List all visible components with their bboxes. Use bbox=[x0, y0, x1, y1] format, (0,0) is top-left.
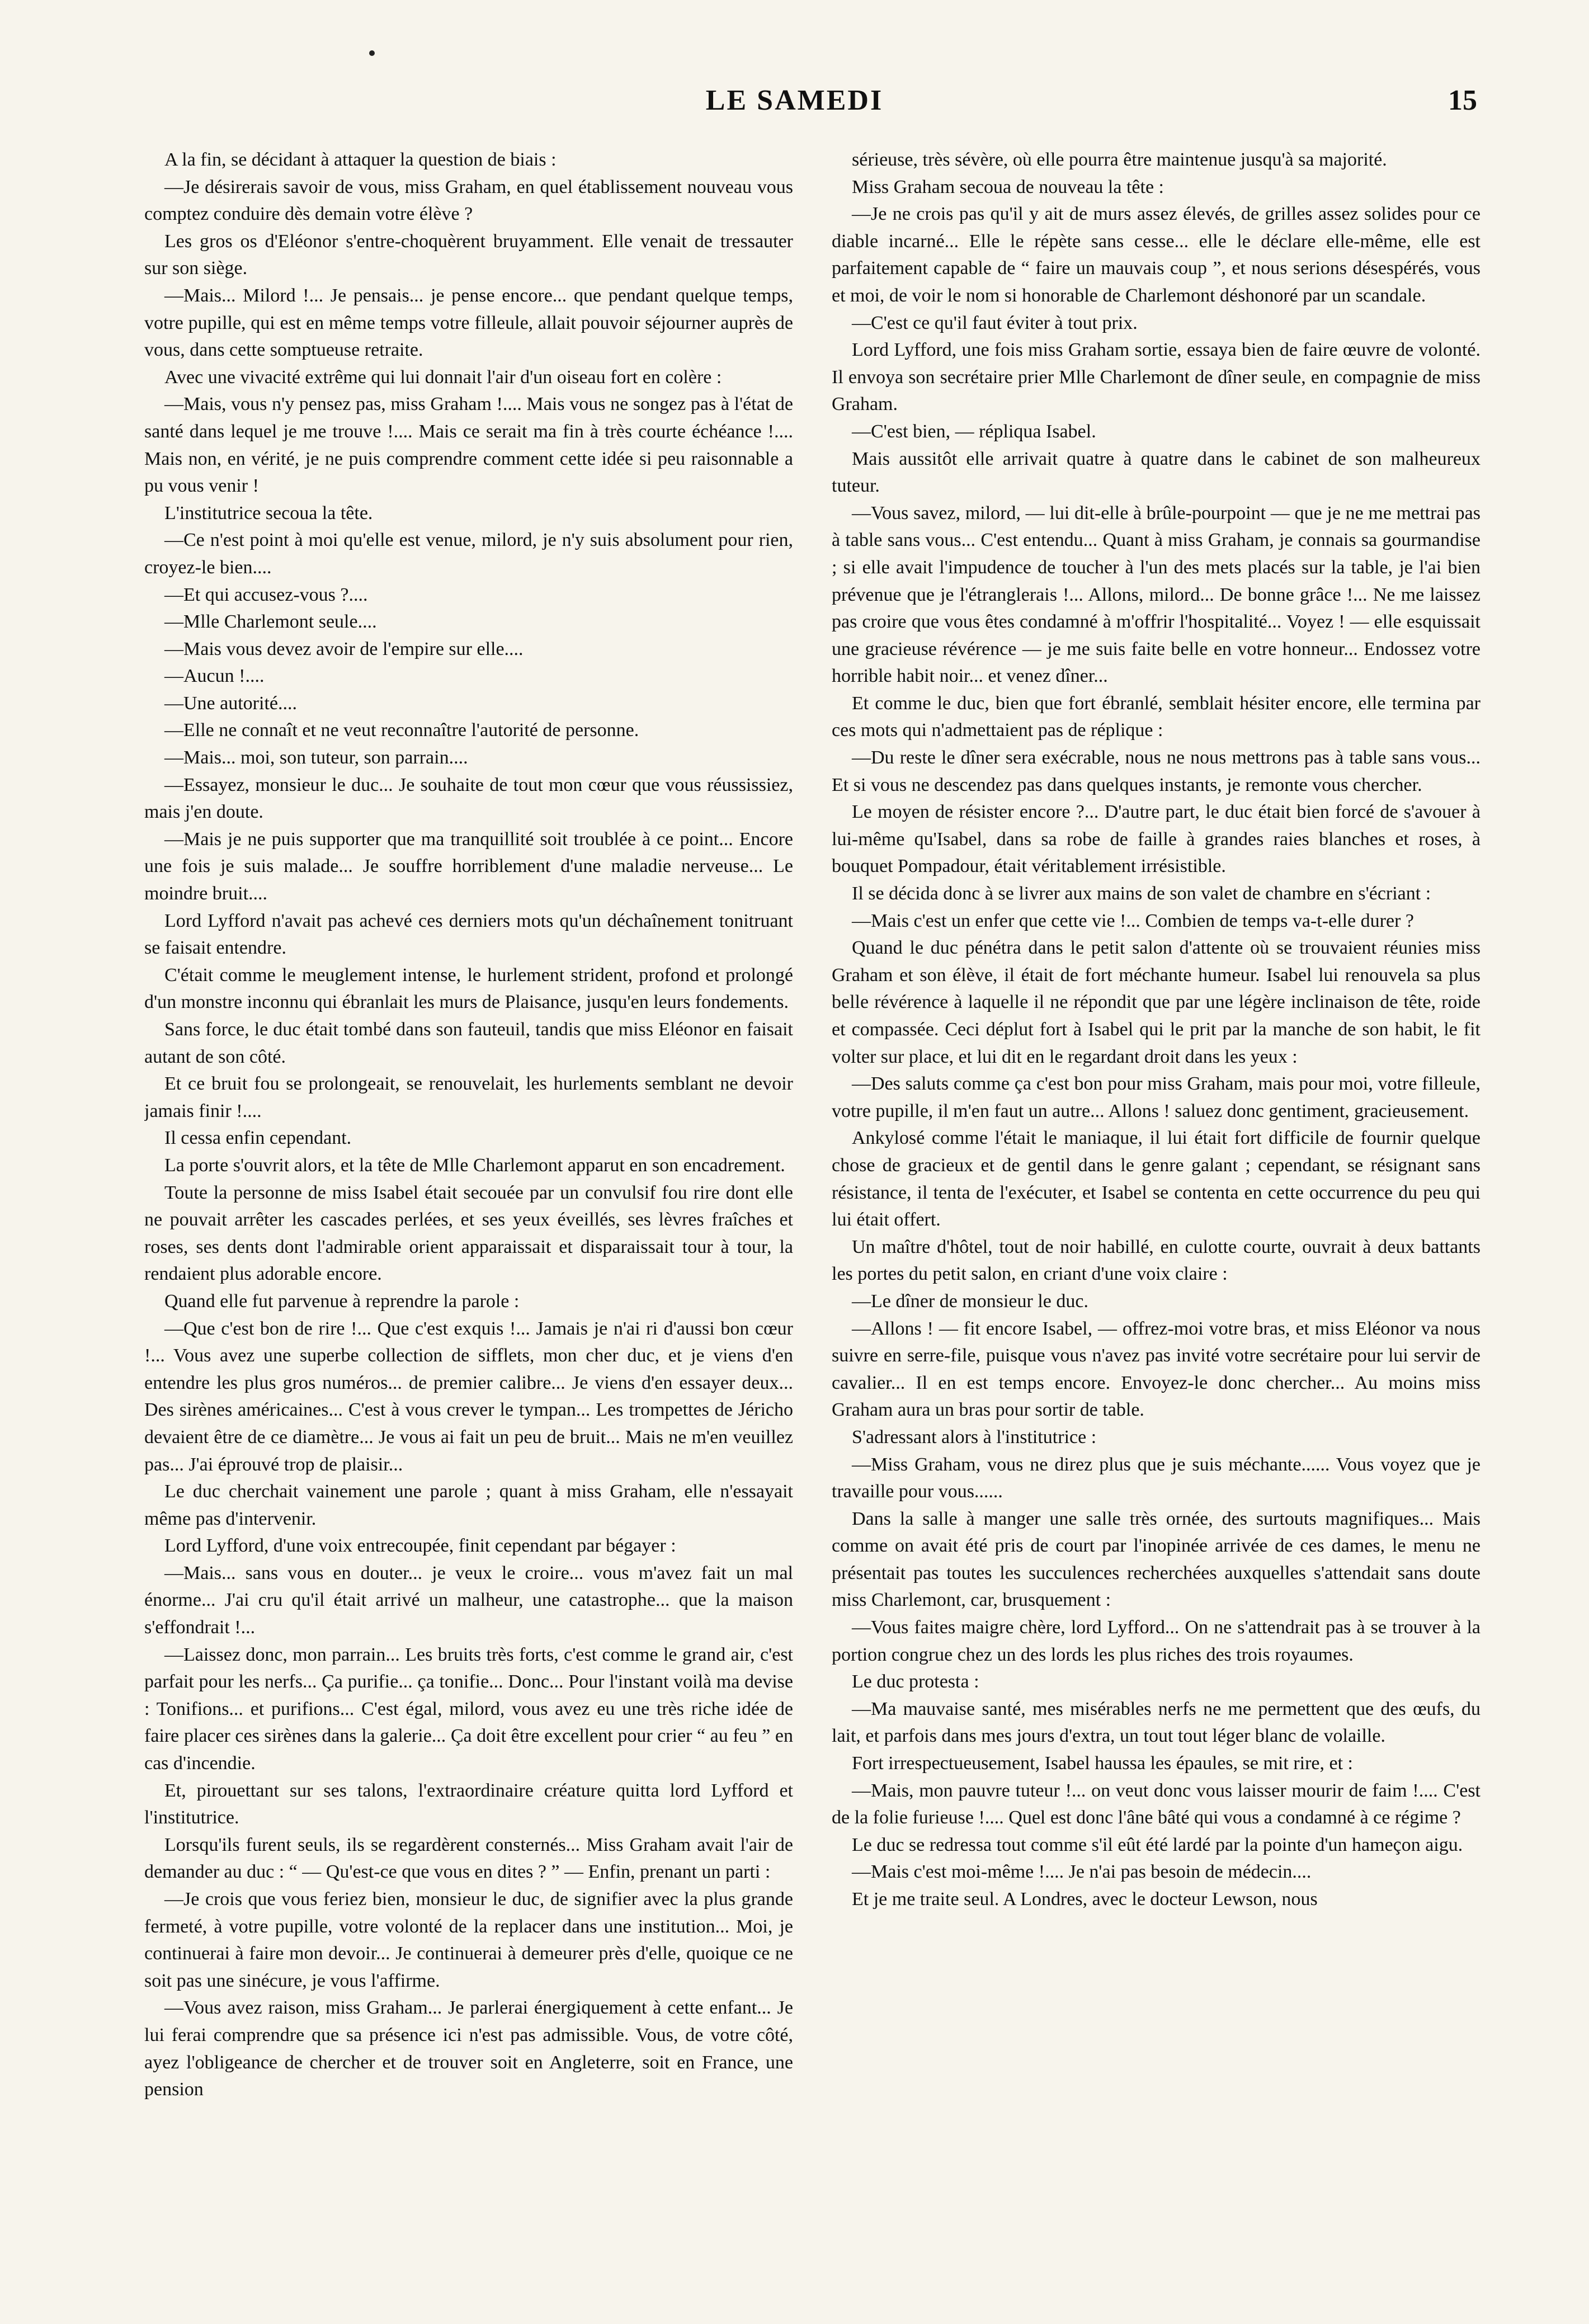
paragraph: Sans force, le duc était tombé dans son fauteuil, tandis que miss Eléonor en faisait autant de son côté. bbox=[144, 1019, 793, 1067]
paragraph: Lord Lyfford, d'une voix entrecoupée, finit cependant par bégayer : bbox=[164, 1535, 676, 1557]
paragraph: —Du reste le dîner sera exécrable, nous ne nous mettrons pas à table sans vous... Et si vous ne descendez pas dans quelques instants, je remonte vous chercher. bbox=[832, 747, 1480, 795]
paragraph: —Elle ne connaît et ne veut reconnaître l'autorité de personne. bbox=[164, 720, 639, 741]
paragraph: —Essayez, monsieur le duc... Je souhaite de tout mon cœur que vous réussissiez, mais j'en doute. bbox=[144, 774, 793, 823]
running-title: LE SAMEDI bbox=[705, 84, 884, 116]
paragraph: Quand elle fut parvenue à reprendre la parole : bbox=[164, 1290, 520, 1312]
paragraph: —Vous avez raison, miss Graham... Je parlerai énergiquement à cette enfant... Je lui ferai comprendre que sa présence ici n'est pas admissible. Vous, de votre côté, ayez l'obligeance de chercher et de trouver soit en Angleterre, soit en France, une pension bbox=[144, 1997, 793, 2100]
paragraph: Le duc cherchait vainement une parole ; quant à miss Graham, elle n'essayait même pas d'intervenir. bbox=[144, 1481, 793, 1529]
paragraph: —Des saluts comme ça c'est bon pour miss Graham, mais pour moi, votre filleule, votre pupille, il m'en faut un autre... Allons ! saluez donc gentiment, gracieusement. bbox=[832, 1073, 1480, 1121]
paragraph: Et, pirouettant sur ses talons, l'extraordinaire créature quitta lord Lyfford et l'institutrice. bbox=[144, 1780, 793, 1828]
paragraph: —Je désirerais savoir de vous, miss Graham, en quel établissement nouveau vous comptez conduire dès demain votre élève ? bbox=[144, 176, 793, 225]
paragraph: Lorsqu'ils furent seuls, ils se regardèrent consternés... Miss Graham avait l'air de demander au duc : “ — Qu'est-ce que vous en dites ? ” — Enfin, prenant un parti : bbox=[144, 1834, 793, 1883]
page-header bbox=[0, 84, 1589, 129]
paragraph: Fort irrespectueusement, Isabel haussa les épaules, se mit rire, et : bbox=[852, 1753, 1353, 1774]
print-speck bbox=[369, 50, 375, 56]
paragraph: A la fin, se décidant à attaquer la question de biais : bbox=[164, 149, 557, 170]
paragraph: —C'est ce qu'il faut éviter à tout prix. bbox=[852, 312, 1138, 333]
paragraph: —Ma mauvaise santé, mes misérables nerfs ne me permettent que des œufs, du lait, et parfois dans mes jours d'extra, un tout tout léger blanc de volaille. bbox=[832, 1698, 1480, 1747]
paragraph: —Vous faites maigre chère, lord Lyfford... On ne s'attendrait pas à se trouver à la portion congrue chez un des lords les plus riches des trois royaumes. bbox=[832, 1617, 1480, 1665]
paragraph: —Allons ! — fit encore Isabel, — offrez-moi votre bras, et miss Eléonor va nous suivre en serre-file, puisque vous n'avez pas invité votre secrétaire pour lui servir de cavalier... Il en est temps encore. Envoyez-le donc chercher... Au moins miss Graham aura un bras pour sortir de table. bbox=[832, 1318, 1480, 1421]
paragraph: —Mlle Charlemont seule.... bbox=[164, 611, 377, 633]
paragraph: —Mais, mon pauvre tuteur !... on veut donc vous laisser mourir de faim !.... C'est de la folie furieuse !.... Quel est donc l'âne bâté qui vous a condamné à ce régime ? bbox=[832, 1780, 1480, 1828]
paragraph: Lord Lyfford, une fois miss Graham sortie, essaya bien de faire œuvre de volonté. Il envoya son secrétaire prier Mlle Charlemont de dîner seule, en compagnie de miss Graham. bbox=[832, 340, 1480, 415]
paragraph: Lord Lyfford n'avait pas achevé ces derniers mots qu'un déchaînement tonitruant se faisait entendre. bbox=[144, 910, 793, 959]
paragraph: —Mais... moi, son tuteur, son parrain.... bbox=[164, 747, 468, 769]
paragraph: Il se décida donc à se livrer aux mains de son valet de chambre en s'écriant : bbox=[852, 883, 1431, 904]
right-text-column bbox=[832, 147, 1480, 2272]
paragraph: Le moyen de résister encore ?... D'autre part, le duc était bien forcé de s'avouer à lui-même qu'Isabel, dans sa robe de faille à grandes raies blanches et roses, à bouquet Pompadour, était véritablement irrésistible. bbox=[832, 802, 1480, 877]
paragraph: C'était comme le meuglement intense, le hurlement strident, profond et prolongé d'un monstre inconnu qui ébranlait les murs de Plaisance, jusqu'en leurs fondements. bbox=[144, 964, 793, 1013]
paragraph: —Je crois que vous feriez bien, monsieur le duc, de signifier avec la plus grande fermeté, à votre pupille, votre volonté de la replacer dans une institution... Moi, je continuerai à faire mon devoir... Je continuerai à demeurer près d'elle, quoique ce ne soit pas une sinécure, je vous l'affirme. bbox=[144, 1889, 793, 1991]
paragraph: —Laissez donc, mon parrain... Les bruits très forts, c'est comme le grand air, c'est parfait pour les nerfs... Ça purifie... ça tonifie... Donc... Pour l'instant voilà ma devise : Tonifions... et purifions... C'est égal, milord, vous avez eu une très riche idée de faire placer ces sirènes dans la galerie... Ça doit être excellent pour crier “ au feu ” en cas d'incendie. bbox=[144, 1644, 793, 1774]
paragraph: Miss Graham secoua de nouveau la tête : bbox=[852, 176, 1164, 197]
paragraph: —Mais... Milord !... Je pensais... je pense encore... que pendant quelque temps, votre pupille, qui est en même temps votre filleule, allait pouvoir séjourner auprès de vous, dans cette somptueuse retraite. bbox=[144, 285, 793, 361]
paragraph: —Mais vous devez avoir de l'empire sur elle.... bbox=[164, 638, 524, 659]
paragraph: —Miss Graham, vous ne direz plus que je suis méchante...... Vous voyez que je travaille pour vous...... bbox=[832, 1454, 1480, 1502]
paragraph: Quand le duc pénétra dans le petit salon d'attente où se trouvaient réunies miss Graham et son élève, il était de fort méchante humeur. Isabel lui renouvela sa plus belle révérence à laquelle il ne répondit que par une légère inclinaison de tête, roide et compassée. Ceci déplut fort à Isabel qui le prit par la manche de son habit, le fit volter sur place, et lui dit en le regardant droit dans les yeux : bbox=[832, 937, 1480, 1067]
paragraph: La porte s'ouvrit alors, et la tête de Mlle Charlemont apparut en son encadrement. bbox=[164, 1154, 785, 1176]
paragraph: —Vous savez, milord, — lui dit-elle à brûle-pourpoint — que je ne me mettrai pas à table sans vous... C'est entendu... Quant à miss Graham, je connais sa gourmandise ; si elle avait l'impudence de toucher à l'un des mets placés sur la table, je l'ai bien prévenue que je l'étranglerais !... Allons, milord... De bonne grâce !... Ne me laissez pas croire que vous êtes condamné à m'offrir l'hospitalité... Voyez ! — elle esquissait une gracieuse révérence — je me suis faite belle en votre honneur... Endossez votre horrible habit noir... et venez dîner... bbox=[832, 502, 1480, 687]
paragraph: Dans la salle à manger une salle très ornée, des surtouts magnifiques... Mais comme on avait été pris de court par l'inopinée arrivée de ces dames, le menu ne présentait pas toutes les succulences recherchées auxquelles s'attendait sans doute miss Charlemont, car, brusquement : bbox=[832, 1508, 1480, 1611]
paragraph: —C'est bien, — répliqua Isabel. bbox=[852, 421, 1096, 442]
paragraph: —Mais je ne puis supporter que ma tranquillité soit troublée à ce point... Encore une fois je suis malade... Je souffre horriblement d'une maladie nerveuse... Le moindre bruit.... bbox=[144, 828, 793, 904]
paragraph: Et ce bruit fou se prolongeait, se renouvelait, les hurlements semblant ne devoir jamais finir !.... bbox=[144, 1073, 793, 1121]
paragraph: —Aucun !.... bbox=[164, 666, 265, 687]
paragraph: Il cessa enfin cependant. bbox=[164, 1128, 352, 1149]
page-number: 15 bbox=[1448, 84, 1477, 116]
paragraph: L'institutrice secoua la tête. bbox=[164, 502, 373, 524]
paragraph: —Mais, vous n'y pensez pas, miss Graham !.... Mais vous ne songez pas à l'état de santé dans lequel je me trouve !.... Mais ce serait ma fin à très courte échéance !.... Mais non, en vérité, je ne puis comprendre comment cette idée si peu raisonnable a pu vous venir ! bbox=[144, 394, 793, 497]
paragraph: Les gros os d'Eléonor s'entre-choquèrent bruyamment. Elle venait de tressauter sur son siège. bbox=[144, 230, 793, 279]
paragraph: Le duc se redressa tout comme s'il eût été lardé par la pointe d'un hameçon aigu. bbox=[852, 1834, 1463, 1855]
paragraph: —Mais... sans vous en douter... je veux le croire... vous m'avez fait un mal énorme... J'ai cru qu'il était arrivé un malheur, une catastrophe... que la maison s'effondrait !... bbox=[144, 1562, 793, 1638]
paragraph: Avec une vivacité extrême qui lui donnait l'air d'un oiseau fort en colère : bbox=[164, 366, 722, 388]
paragraph: Mais aussitôt elle arrivait quatre à quatre dans le cabinet de son malheureux tuteur. bbox=[832, 448, 1480, 497]
paragraph: Un maître d'hôtel, tout de noir habillé, en culotte courte, ouvrait à deux battants les portes du petit salon, en criant d'une voix claire : bbox=[832, 1236, 1480, 1285]
paragraph: —Une autorité.... bbox=[164, 692, 297, 714]
paragraph: Le duc protesta : bbox=[852, 1671, 979, 1693]
paragraph: —Et qui accusez-vous ?.... bbox=[164, 584, 368, 605]
left-text-column bbox=[144, 147, 793, 2272]
paragraph: —Mais c'est moi-même !.... Je n'ai pas besoin de médecin.... bbox=[852, 1861, 1312, 1883]
paragraph: Et je me traite seul. A Londres, avec le docteur Lewson, nous bbox=[852, 1889, 1318, 1910]
paragraph: Ankylosé comme l'était le maniaque, il lui était fort difficile de fournir quelque chose de gracieux et de gentil dans le genre galant ; cependant, se résignant sans résistance, il tenta de l'exécuter, et Isabel se contenta en cette occurrence du peu qui lui était offert. bbox=[832, 1128, 1480, 1231]
paragraph: sérieuse, très sévère, où elle pourra être maintenue jusqu'à sa majorité. bbox=[852, 149, 1387, 170]
paragraph: —Ce n'est point à moi qu'elle est venue, milord, je n'y suis absolument pour rien, croyez-le bien.... bbox=[144, 530, 793, 578]
paragraph: Et comme le duc, bien que fort ébranlé, semblait hésiter encore, elle termina par ces mots qui n'admettaient pas de réplique : bbox=[832, 692, 1480, 741]
paragraph: S'adressant alors à l'institutrice : bbox=[852, 1426, 1097, 1448]
paragraph: —Le dîner de monsieur le duc. bbox=[852, 1290, 1088, 1312]
paragraph: —Que c'est bon de rire !... Que c'est exquis !... Jamais je n'ai ri d'aussi bon cœur !... Vous avez une superbe collection de sifflets, mon cher duc, et je viens d'en entendre les plus gros numéros... de premier calibre... Je viens d'en essayer deux... Des sirènes américaines... C'est à vous crever le tympan... Les trompettes de Jéricho devaient être de ce diamètre... Je vous ai fait un peu de bruit... Mais ne m'en veuillez pas... J'ai éprouvé trop de plaisir... bbox=[144, 1318, 793, 1475]
paragraph: —Je ne crois pas qu'il y ait de murs assez élevés, de grilles assez solides pour ce diable incarné... Elle le répète sans cesse... elle le déclare elle-même, elle est parfaitement capable de “ faire un mauvais coup ”, et nous serions désespérés, vous et moi, de voir le nom si honorable de Charlemont déshonoré par un scandale. bbox=[832, 204, 1480, 306]
paragraph: —Mais c'est un enfer que cette vie !... Combien de temps va-t-elle durer ? bbox=[852, 910, 1414, 931]
paragraph: Toute la personne de miss Isabel était secouée par un convulsif fou rire dont elle ne pouvait arrêter les cascades perlées, et ses yeux éveillés, ses lèvres fraîches et roses, ses dents dont l'admirable orient apparaissait et disparaissait tour à tour, la rendaient plus adorable encore. bbox=[144, 1182, 793, 1285]
